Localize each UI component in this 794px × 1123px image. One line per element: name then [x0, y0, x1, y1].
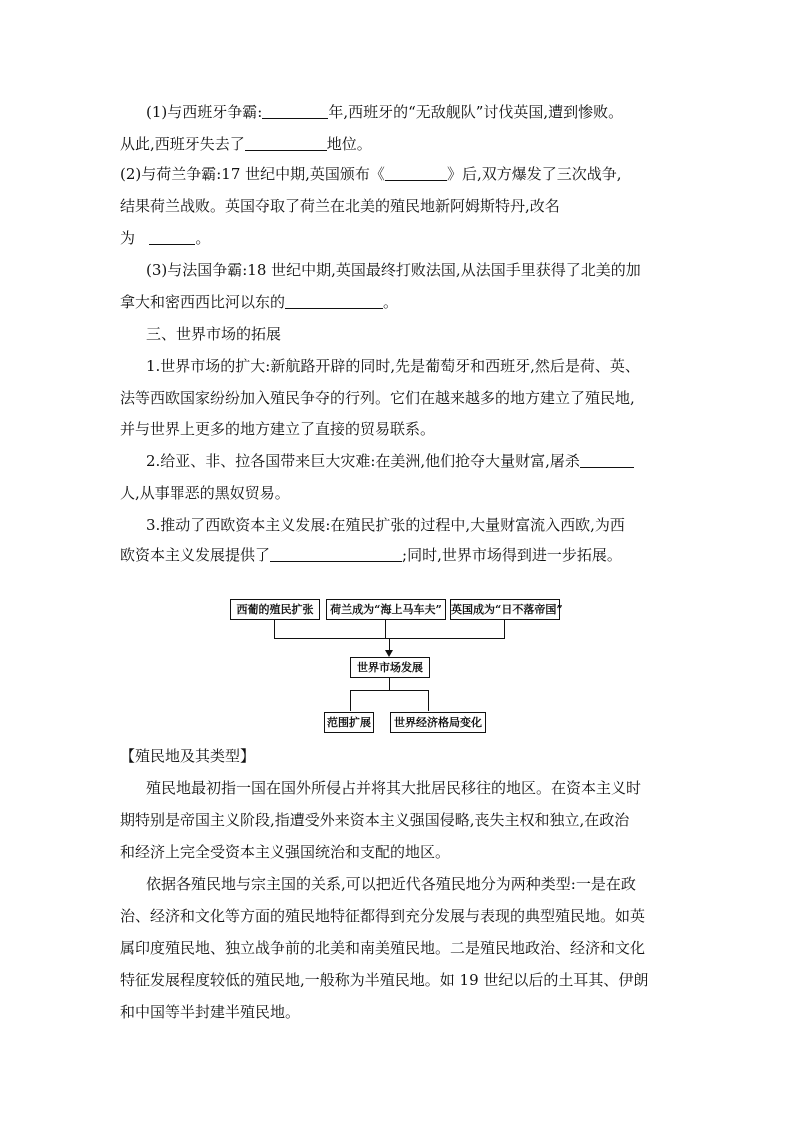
p2-text-a: 2.给亚、非、拉各国带来巨大灾难:在美洲,他们抢夺大量财富,屠杀 — [146, 452, 580, 470]
connector-line — [350, 690, 428, 691]
answer-blank-act[interactable] — [385, 164, 447, 181]
connector-line — [274, 620, 275, 638]
colony-p1-line2: 期特别是帝国主义阶段,指遭受外来资本主义强国侵略,丧失主权和独立,在政治 — [120, 811, 630, 829]
item2-text-a: (2)与荷兰争霸:17 世纪中期,英国颁布《 — [120, 165, 385, 183]
connector-line — [385, 620, 386, 638]
answer-blank-people[interactable] — [580, 451, 634, 468]
connector-line — [428, 690, 429, 711]
colony-p1-line3: 和经济上完全受资本主义强国统治和支配的地区。 — [120, 843, 451, 861]
arrow-down-icon — [385, 650, 393, 657]
box-british-empire: 英国成为“日不落帝国” — [450, 599, 560, 620]
section3-p1-line3: 并与世界上更多的地方建立了直接的贸易联系。 — [120, 420, 436, 438]
item1-line2 — [120, 128, 680, 160]
world-market-diagram — [230, 594, 570, 742]
item2-text-e: 。 — [195, 229, 211, 247]
item2-text-c: 结果荷兰战败。英国夺取了荷兰在北美的殖民地新阿姆斯特丹,改名 — [120, 197, 560, 215]
item1-text-b: 年,西班牙的“无敌舰队”讨伐英国,遭到惨败。 — [328, 103, 624, 121]
connector-line — [350, 690, 351, 711]
colony-heading: 【殖民地及其类型】 — [120, 747, 256, 765]
colony-p2-line2: 治、经济和文化等方面的殖民地特征都得到充分发展与表现的典型殖民地。如英 — [120, 907, 646, 925]
colony-p2-line3: 属印度殖民地、独立战争前的北美和南美殖民地。二是殖民地政治、经济和文化 — [120, 939, 646, 957]
item3-text-a: (3)与法国争霸:18 世纪中期,英国最终打败法国,从法国手里获得了北美的加 — [146, 261, 641, 279]
box-scope-expansion: 范围扩展 — [324, 712, 374, 733]
colony-p1-line1: 殖民地最初指一国在国外所侵占并将其大批居民移往的地区。在资本主义时 — [146, 779, 642, 797]
box-spain-portugal-expansion: 西葡的殖民扩张 — [230, 599, 320, 620]
box-world-market-development: 世界市场发展 — [350, 657, 430, 678]
item2-text-b: 》后,双方爆发了三次战争, — [446, 165, 622, 183]
section3-p1-line2: 法等西欧国家纷纷加入殖民争夺的行列。它们在越来越多的地方建立了殖民地, — [120, 389, 635, 407]
box-economic-pattern-change: 世界经济格局变化 — [390, 712, 486, 733]
p3-text-b: ;同时,世界市场得到进一步拓展。 — [402, 546, 622, 564]
item2-text-d: 为 — [120, 229, 136, 247]
item3-text-b: 拿大和密西西比河以东的 — [120, 293, 286, 311]
colony-p2-line4: 特征发展程度较低的殖民地,一般称为半殖民地。如 19 世纪以后的土耳其、伊朗 — [120, 971, 649, 989]
colony-p2-line1: 依据各殖民地与宗主国的关系,可以把近代各殖民地分为两种类型:一是在政 — [146, 875, 636, 893]
item1-line1 — [146, 96, 706, 128]
item1-text-c: 从此,西班牙失去了 — [120, 135, 245, 153]
answer-blank-status[interactable] — [245, 134, 327, 151]
item2-line1 — [120, 158, 680, 190]
section3-p3-line1: 3.推动了西欧资本主义发展:在殖民扩张的过程中,大量财富流入西欧,为西 — [146, 516, 625, 534]
section3-heading: 三、世界市场的拓展 — [146, 325, 282, 343]
connector-line — [389, 678, 390, 690]
item3-line1 — [146, 254, 706, 286]
section3-p3-line2 — [120, 539, 680, 571]
answer-blank-new-name[interactable] — [149, 228, 195, 245]
box-dutch-sea-coachman: 荷兰成为“海上马车夫” — [326, 599, 446, 620]
item2-line3 — [120, 222, 680, 254]
item1-text-d: 地位。 — [326, 135, 372, 153]
connector-line — [504, 620, 505, 638]
item2-line2 — [120, 190, 680, 222]
item1-text-a: (1)与西班牙争霸: — [146, 103, 263, 121]
answer-blank-year[interactable] — [262, 102, 328, 119]
section3-p1-line1: 1.世界市场的扩大:新航路开辟的同时,先是葡萄牙和西班牙,然后是荷、英、 — [146, 357, 640, 375]
p3-text-a: 欧资本主义发展提供了 — [120, 546, 271, 564]
answer-blank-capital[interactable] — [270, 545, 402, 562]
answer-blank-territory[interactable] — [285, 292, 383, 309]
section3-p2-line1 — [146, 445, 706, 477]
section3-p2-line2: 人,从事罪恶的黑奴贸易。 — [120, 484, 290, 502]
colony-p2-line5: 和中国等半封建半殖民地。 — [120, 1003, 301, 1021]
item3-line2 — [120, 286, 680, 318]
item3-text-c: 。 — [383, 293, 399, 311]
